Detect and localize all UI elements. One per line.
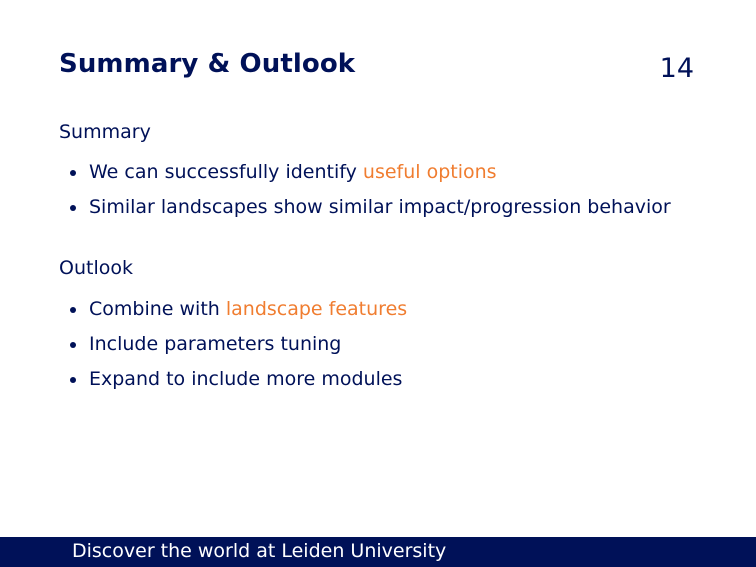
bullet-icon bbox=[70, 377, 76, 383]
summary-heading: Summary bbox=[59, 121, 151, 143]
page-number: 14 bbox=[659, 53, 694, 84]
footer-bar bbox=[0, 537, 756, 567]
summary-item bbox=[70, 190, 671, 225]
bullet-icon bbox=[70, 205, 76, 211]
bullet-icon bbox=[70, 170, 76, 176]
summary-item-text: Similar landscapes show similar impact/progression behavior bbox=[89, 196, 671, 218]
outlook-item-highlight: landscape features bbox=[225, 298, 408, 320]
summary-list bbox=[70, 155, 671, 225]
outlook-item-text: Include parameters tuning bbox=[89, 333, 342, 355]
summary-item-text: We can successfully identify bbox=[89, 161, 363, 183]
footer-text: Discover the world at Leiden University bbox=[72, 540, 447, 562]
summary-item bbox=[70, 155, 671, 190]
slide-title: Summary & Outlook bbox=[59, 49, 356, 79]
summary-item-highlight: useful options bbox=[362, 161, 497, 183]
outlook-item bbox=[70, 292, 407, 327]
outlook-heading: Outlook bbox=[59, 257, 133, 279]
bullet-icon bbox=[70, 342, 76, 348]
bullet-icon bbox=[70, 307, 76, 313]
outlook-item bbox=[70, 327, 407, 362]
outlook-list bbox=[70, 292, 407, 397]
outlook-item bbox=[70, 362, 407, 397]
outlook-item-text: Expand to include more modules bbox=[89, 368, 403, 390]
outlook-item-text: Combine with bbox=[89, 298, 226, 320]
